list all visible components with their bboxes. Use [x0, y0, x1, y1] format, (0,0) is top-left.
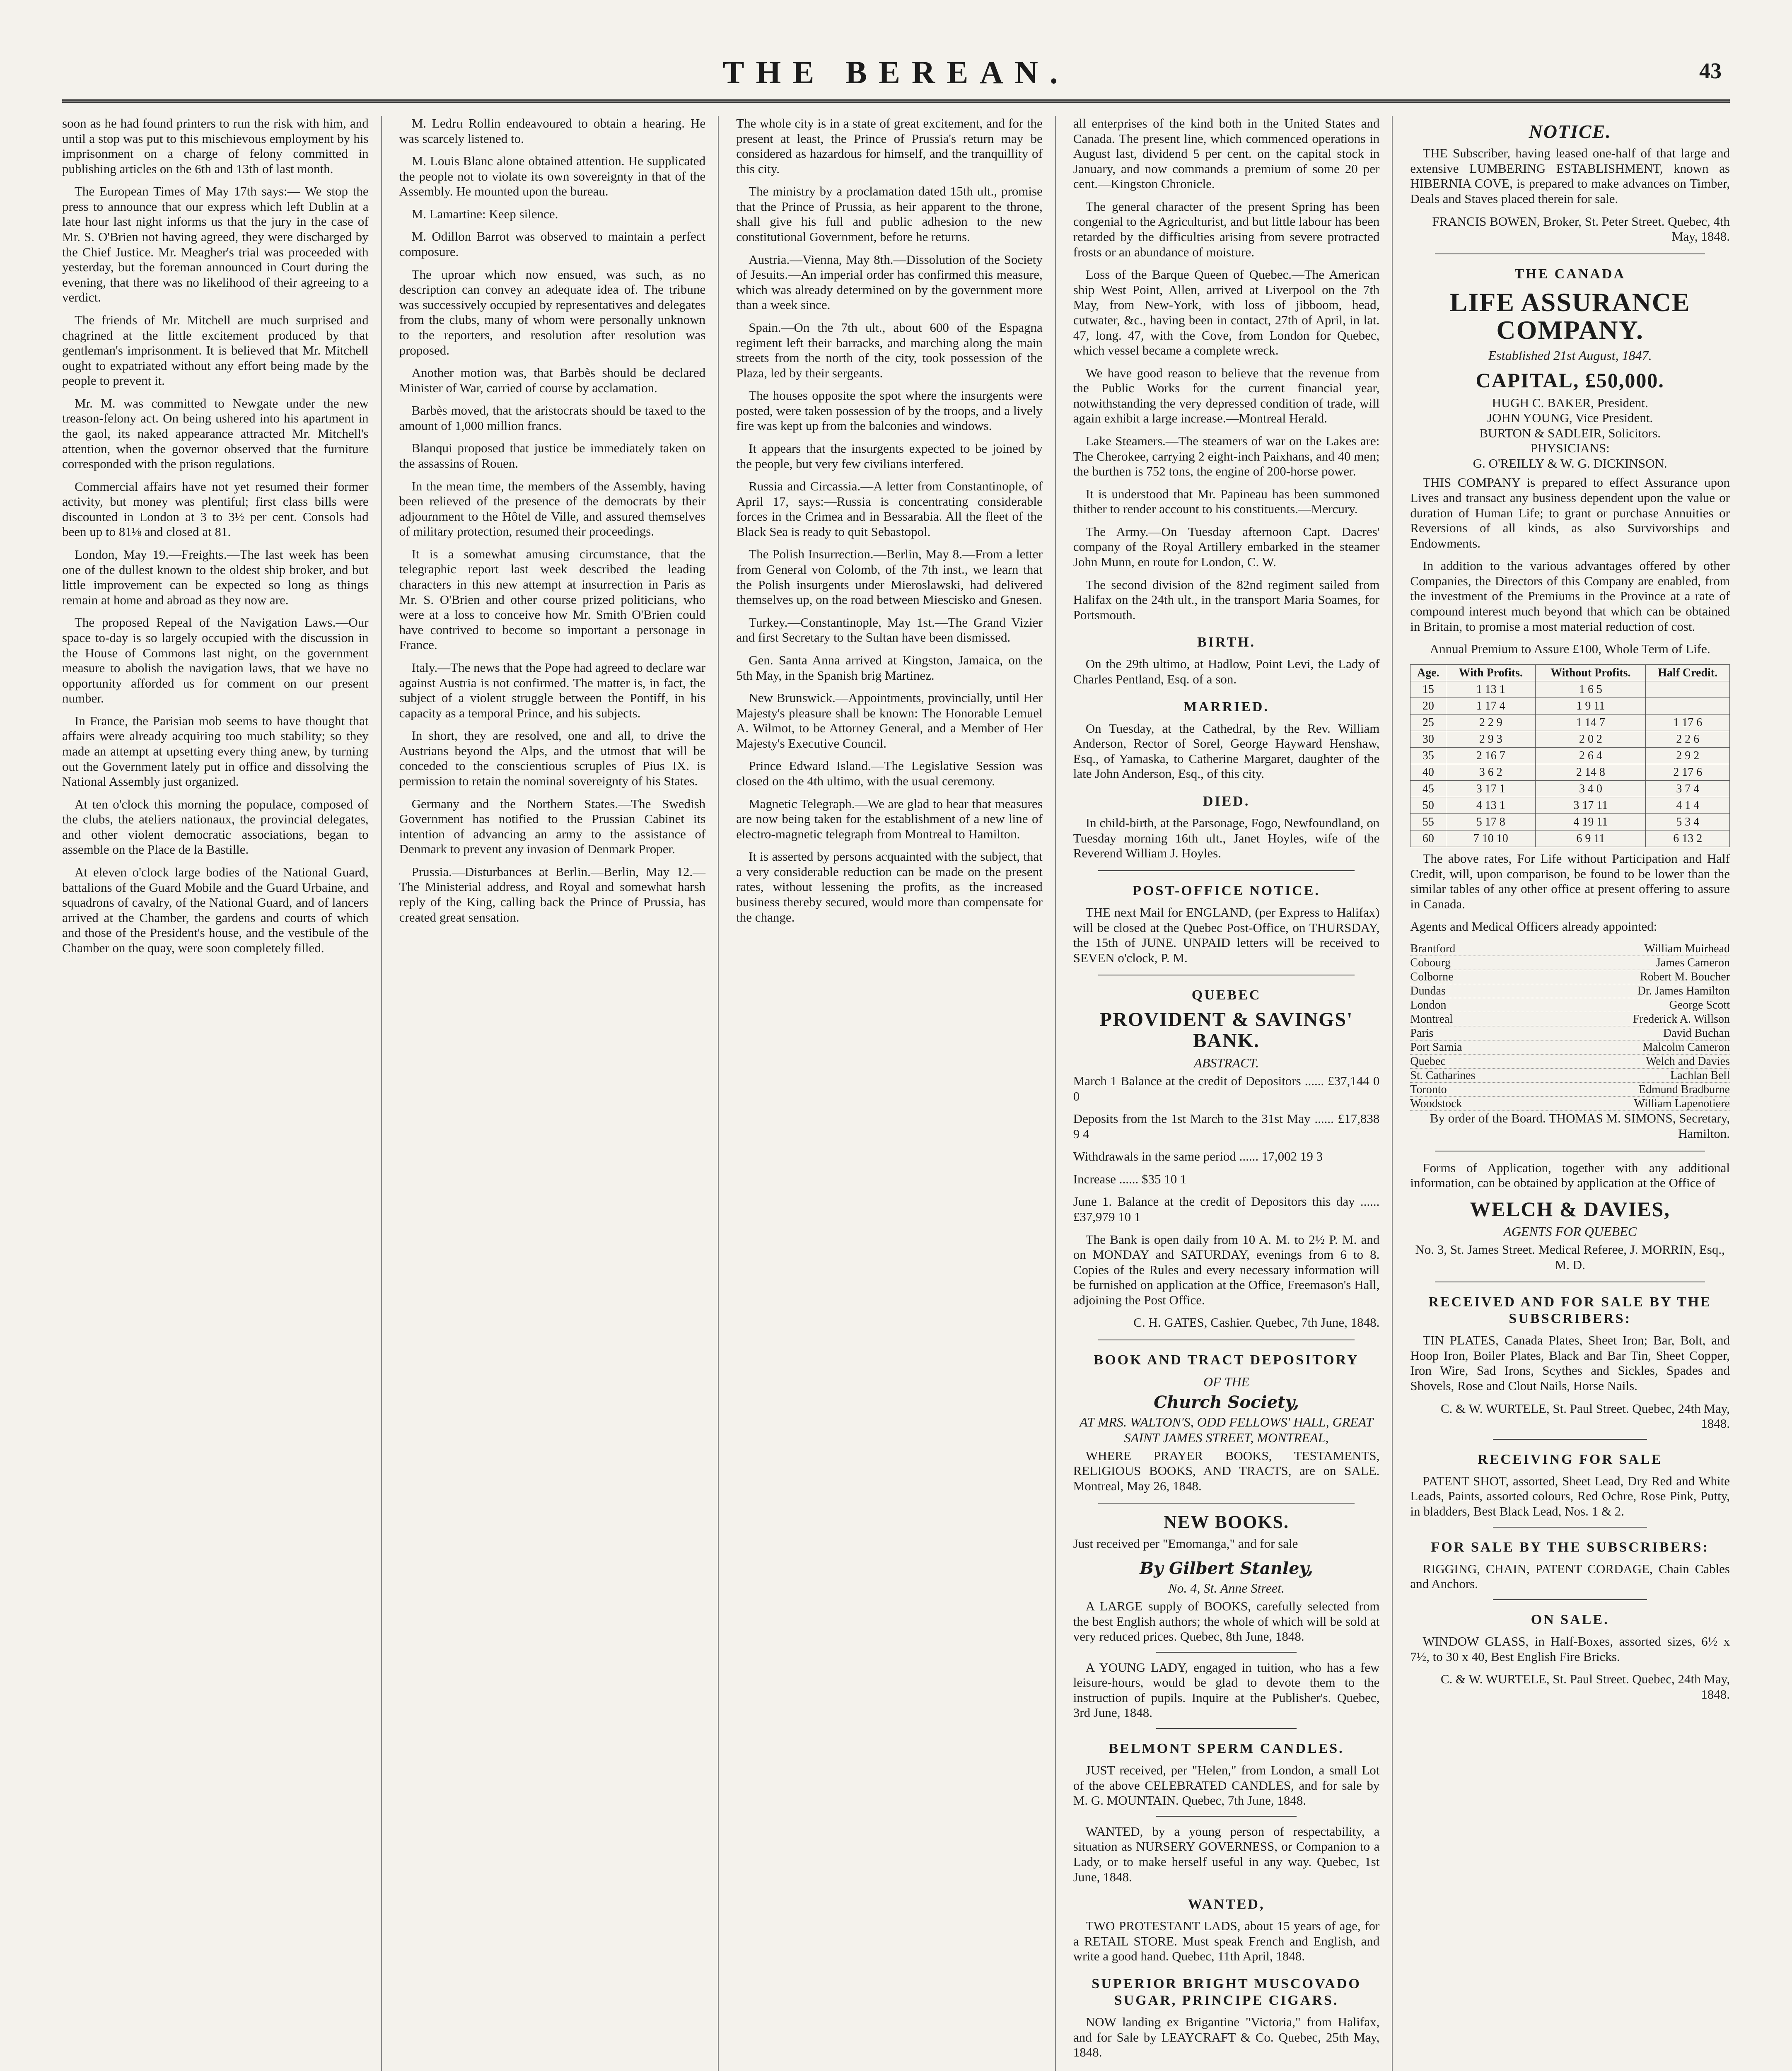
- table-cell: 2 2 6: [1646, 731, 1730, 747]
- agent-name: Welch and Davies: [1645, 1055, 1730, 1068]
- divider: [1493, 1527, 1647, 1528]
- agent-row: [1410, 1097, 1730, 1111]
- books-seller: By Gilbert Stanley,: [1140, 1559, 1313, 1579]
- bank-line: Deposits from the 1st March to the 31st May ...... £17,838 9 4: [1073, 1111, 1380, 1141]
- cordage-heading: FOR SALE BY THE SUBSCRIBERS:: [1431, 1539, 1709, 1555]
- article-paragraph: The Army.—On Tuesday afternoon Capt. Dacres' company of the Royal Artillery embarked in the steamer John Munn, en route for London, C. W.: [1073, 524, 1380, 570]
- table-header: Age.: [1410, 664, 1446, 681]
- table-row: [1410, 681, 1730, 698]
- agent-name: William Muirhead: [1644, 942, 1730, 955]
- cigars-heading: SUPERIOR BRIGHT MUSCOVADO SUGAR, PRINCIPE CIGARS.: [1092, 1976, 1361, 2008]
- article-paragraph: The ministry by a proclamation dated 15th ult., promise that the Prince of Prussia, as heir apparent to the throne, shall give his full and public adhesion to the new constitutional Government, before he returns.: [736, 184, 1043, 244]
- agent-name: David Buchan: [1663, 1027, 1730, 1040]
- table-header: Without Profits.: [1536, 664, 1646, 681]
- table-note: The above rates, For Life without Participation and Half Credit, will, upon comparison, be found to be lower than the similar tables of any other office at present offering to assure in Canada.: [1410, 851, 1730, 911]
- article-paragraph: The houses opposite the spot where the insurgents were posted, were taken possession of by the troops, and a lively fire was kept up from the balconies and windows.: [736, 388, 1043, 433]
- table-cell: 1 17 4: [1446, 698, 1536, 714]
- premium-table: [1410, 664, 1730, 847]
- article-paragraph: The proposed Repeal of the Navigation Laws.—Our space to-day is so largely occupied with the discussion in the House of Commons last night, on the government measure to abolish the navigation laws, that we have no opportunity afforded us for comment on our present number.: [62, 615, 369, 706]
- table-cell: 7 10 10: [1446, 830, 1536, 847]
- table-cell: 3 17 1: [1446, 780, 1536, 797]
- books-text: A LARGE supply of BOOKS, carefully selected from the best English authors; the whole of which will be sold at very reduced prices. Quebec, 8th June, 1848.: [1073, 1599, 1380, 1644]
- article-paragraph: M. Lamartine: Keep silence.: [411, 206, 558, 221]
- table-cell: 30: [1410, 731, 1446, 747]
- depository-heading: BOOK AND TRACT DEPOSITORY: [1094, 1352, 1359, 1368]
- receiving-heading: RECEIVING FOR SALE: [1478, 1451, 1663, 1467]
- agent-town: Toronto: [1410, 1083, 1447, 1096]
- page-number: 43: [1699, 58, 1722, 83]
- article-paragraph: all enterprises of the kind both in the United States and Canada. The present line, which commenced operations in August last, dividend 5 per cent. on the capital stock in January, and now commands a premium of some 20 per cent.—Kingston Chronicle.: [1073, 116, 1380, 191]
- notice-body: THE Subscriber, having leased one-half of that large and extensive LUMBERING ESTABLISHMENT, known as HIBERNIA COVE, is prepared to make advances on Timber, Deals and Staves placed therein for sale.: [1410, 146, 1730, 206]
- article-paragraph: Mr. M. was committed to Newgate under the new treason-felony act. On being ushered into his apartment in the gaol, its naked appearance attracted Mr. Mitchell's attention, when the governor observed that the furniture corresponded with the prison regulations.: [62, 396, 369, 471]
- article-paragraph: It is understood that Mr. Papineau has been summoned thither to render account to his constituents.—Mercury.: [1073, 486, 1380, 517]
- table-cell: 2 9 2: [1646, 747, 1730, 764]
- table-cell: 5 17 8: [1446, 814, 1536, 830]
- article-paragraph: At ten o'clock this morning the populace, composed of the clubs, the ateliers nationaux, the provincial delegates, and other violent democratic associations, began to assemble on the Place de la Bastille.: [62, 797, 369, 857]
- notice-signature: FRANCIS BOWEN, Broker, St. Peter Street. Quebec, 4th May, 1848.: [1432, 214, 1730, 244]
- table-cell: 1 17 6: [1646, 714, 1730, 731]
- article-paragraph: The friends of Mr. Mitchell are much surprised and chagrined at the little excitement produced by that gentleman's imprisonment. It is believed that Mr. Mitchell ought to expatriated without any effort being made by the people to prevent it.: [62, 312, 369, 388]
- table-cell: [1646, 698, 1730, 714]
- table-cell: 4 13 1: [1446, 797, 1536, 814]
- article-paragraph: Germany and the Northern States.—The Swedish Government has notified to the Prussian Cabinet its intention of advancing an army to the assistance of Denmark to prevent any invasion of Denmark Proper.: [399, 796, 706, 857]
- divider: [1098, 870, 1355, 871]
- table-cell: 3 6 2: [1446, 764, 1536, 780]
- agent-name: Malcolm Cameron: [1642, 1041, 1730, 1054]
- agent-name: James Cameron: [1656, 956, 1730, 970]
- bank-line: June 1. Balance at the credit of Depositors this day ...... £37,979 10 1: [1073, 1194, 1380, 1224]
- table-header: With Profits.: [1446, 664, 1536, 681]
- article-paragraph: Prussia.—Disturbances at Berlin.—Berlin, May 12.—The Ministerial address, and Royal and somewhat harsh reply of the King, calling back the Prince of Prussia, has created great sensation.: [399, 864, 706, 924]
- article-paragraph: At eleven o'clock large bodies of the National Guard, battalions of the Guard Mobile and the Guard Urbaine, and squadrons of cavalry, of the National Guard, and of lancers arrived at the Chamber, the gardens and courts of which and those of the President's house, and the vestibule of the Chamber on the quay, were soon completely filled.: [62, 865, 369, 955]
- article-paragraph: M. Louis Blanc alone obtained attention. He supplicated the people not to violate its own sovereignty in that of the Assembly. He mounted upon the bureau.: [399, 154, 706, 199]
- article-paragraph: Barbès moved, that the aristocrats should be taxed to the amount of 1,000 million francs.: [399, 403, 706, 433]
- sale-items: WINDOW GLASS, in Half-Boxes, assorted sizes, 6½ x 7½, to 30 x 40, Best English Fire Bricks.: [1410, 1634, 1730, 1664]
- article-paragraph: M. Odillon Barrot was observed to maintain a perfect composure.: [399, 229, 706, 259]
- capital-line: CAPITAL, £50,000.: [1476, 369, 1664, 392]
- welch-address: No. 3, St. James Street. Medical Referee, J. MORRIN, Esq., M. D.: [1415, 1242, 1725, 1272]
- married-heading: MARRIED.: [1183, 699, 1269, 714]
- article-paragraph: soon as he had found printers to run the risk with him, and until a stop was put to this mischievous employment by his imprisonment on a charge of felony committed in publishing articles on the 6th and 13th of last month.: [62, 116, 369, 176]
- table-cell: 2 16 7: [1446, 747, 1536, 764]
- bank-heading: QUEBEC: [1191, 987, 1261, 1003]
- agent-town: Colborne: [1410, 970, 1454, 984]
- article-paragraph: M. Ledru Rollin endeavoured to obtain a hearing. He was scarcely listened to.: [399, 116, 706, 146]
- bank-line: Increase ...... $35 10 1: [1073, 1171, 1187, 1186]
- agent-town: Port Sarnia: [1410, 1041, 1462, 1054]
- wanted-governess-ad: WANTED, by a young person of respectability, a situation as NURSERY GOVERNESS, or Companion to a Lady, or to make herself useful in any way. Quebec, 1st June, 1848.: [1073, 1824, 1380, 1884]
- table-row: [1410, 830, 1730, 847]
- books-address: No. 4, St. Anne Street.: [1168, 1581, 1285, 1596]
- article-paragraph: Commercial affairs have not yet resumed their former activity, but money was plentiful; first class bills were discounted in London at 3 to 3½ per cent. Consols had been up to 81⅛ and closed at 81.: [62, 479, 369, 539]
- books-intro: Just received per "Emomanga," and for sale: [1073, 1536, 1298, 1551]
- agent-name: William Lapenotiere: [1634, 1097, 1730, 1110]
- article-paragraph: Gen. Santa Anna arrived at Kingston, Jamaica, on the 5th May, in the Spanish brig Martinez.: [736, 652, 1043, 683]
- masthead-title: THE BEREAN.: [722, 54, 1070, 90]
- article-paragraph: Another motion was, that Barbès should be declared Minister of War, carried of course by acclamation.: [399, 365, 706, 395]
- agent-row: [1410, 984, 1730, 998]
- column-4: [1073, 116, 1393, 2071]
- article-paragraph: Prince Edward Island.—The Legislative Session was closed on the 4th ultimo, with the usual ceremony.: [736, 758, 1043, 788]
- agent-row: [1410, 1026, 1730, 1040]
- depository-sub: OF THE: [1203, 1374, 1250, 1390]
- cordage-items: RIGGING, CHAIN, PATENT CORDAGE, Chain Cables and Anchors.: [1410, 1561, 1730, 1591]
- divider: [1156, 1816, 1297, 1817]
- agent-row: [1410, 970, 1730, 984]
- wanted-lads-ad: TWO PROTESTANT LADS, about 15 years of age, for a RETAIL STORE. Must speak French and English, and write a good hand. Quebec, 11th April, 1848.: [1073, 1919, 1380, 1964]
- agent-row: [1410, 1069, 1730, 1083]
- table-row: [1410, 714, 1730, 731]
- bank-line: March 1 Balance at the credit of Depositors ...... £37,144 0 0: [1073, 1073, 1380, 1103]
- life-heading: THE CANADA: [1514, 266, 1625, 282]
- article-paragraph: It is asserted by persons acquainted with the subject, that a very considerable reduction can be made on the present rates, without lessening the profits, as the increased business thereby secured, would more than compensate for the change.: [736, 849, 1043, 924]
- officers: [1410, 396, 1730, 471]
- life-established: Established 21st August, 1847.: [1488, 348, 1652, 363]
- column-3: [736, 116, 1056, 2071]
- table-cell: 5 3 4: [1646, 814, 1730, 830]
- column-2: [399, 116, 719, 2071]
- table-row: [1410, 731, 1730, 747]
- died-notice: In child-birth, at the Parsonage, Fogo, Newfoundland, on Tuesday morning 16th ult., Janet Hoyles, wife of the Reverend William J. Hoyles.: [1073, 816, 1380, 861]
- agent-town: Montreal: [1410, 1013, 1453, 1026]
- article-paragraph: New Brunswick.—Appointments, provincially, until Her Majesty's pleasure shall be known: The Honorable Lemuel A. Wilmot, to be Attorney General, and a Member of Her Majesty's Executive Council.: [736, 690, 1043, 751]
- article-paragraph: Turkey.—Constantinople, May 1st.—The Grand Vizier and first Secretary to the Sultan have been dismissed.: [736, 615, 1043, 645]
- table-row: [1410, 814, 1730, 830]
- bank-signature: C. H. GATES, Cashier. Quebec, 7th June, 1848.: [1133, 1315, 1380, 1330]
- physicians-label: PHYSICIANS:: [1530, 441, 1610, 456]
- sale-heading: ON SALE.: [1531, 1612, 1609, 1627]
- article-paragraph: The uproar which now ensued, was such, as no description can convey an adequate idea of. The tribune was successively occupied by representatives and delegates from the clubs, many of whom were personally unknown to the reporters, and resolution after resolution was proposed.: [399, 267, 706, 357]
- table-row: [1410, 780, 1730, 797]
- table-cell: 35: [1410, 747, 1446, 764]
- physicians-names: G. O'REILLY & W. G. DICKINSON.: [1473, 456, 1667, 471]
- table-cell: 3 17 11: [1536, 797, 1646, 814]
- table-cell: 4 1 4: [1646, 797, 1730, 814]
- article-paragraph: The general character of the present Spring has been congenial to the Agriculturist, and but little labour has been retarded by the difficulties arising from severe protracted frosts or an abundance of moisture.: [1073, 199, 1380, 259]
- birth-notice: On the 29th ultimo, at Hadlow, Point Levi, the Lady of Charles Pentland, Esq. of a son.: [1073, 657, 1380, 687]
- agent-name: Dr. James Hamilton: [1637, 985, 1730, 998]
- agent-list: [1410, 942, 1730, 1111]
- article-paragraph: Spain.—On the 7th ult., about 600 of the Espagna regiment left their barracks, and marching along the main streets from the north of the city, took possession of the Plaza, led by their sergeants.: [736, 320, 1043, 380]
- divider: [1493, 1599, 1647, 1600]
- agent-row: [1410, 1055, 1730, 1069]
- table-cell: 3 4 0: [1536, 780, 1646, 797]
- table-cell: 6 9 11: [1536, 830, 1646, 847]
- agents-label: Agents and Medical Officers already appointed:: [1410, 919, 1657, 934]
- divider: [1098, 1503, 1355, 1504]
- died-heading: DIED.: [1203, 794, 1250, 809]
- article-paragraph: The European Times of May 17th says:— We stop the press to announce that our express which left Dublin at a late hour last night informs us that the jury in the case of Mr. S. O'Brien not having agreed, they were discharged by the Chief Justice. Mr. Meagher's trial was proceeded with yesterday, but the foreman announced in Court during the evening, that there was no likelihood of their agreeing to a verdict.: [62, 184, 369, 305]
- table-cell: 2 2 9: [1446, 714, 1536, 731]
- notice-heading: NOTICE.: [1529, 121, 1611, 142]
- bank-note: The Bank is open daily from 10 A. M. to 2½ P. M. and on MONDAY and SATURDAY, evenings from 6 to 8. Copies of the Rules and every necessary information will be furnished on application at the Office, Freemason's Hall, adjoining the Post Office.: [1073, 1232, 1380, 1307]
- agent-name: George Scott: [1669, 999, 1730, 1012]
- table-cell: [1646, 681, 1730, 698]
- post-office-notice: THE next Mail for ENGLAND, (per Express to Halifax) will be closed at the Quebec Post-Office, on THURSDAY, the 15th of JUNE. UNPAID letters will be received to SEVEN o'clock, P. M.: [1073, 905, 1380, 965]
- table-cell: 45: [1410, 780, 1446, 797]
- table-cell: 40: [1410, 764, 1446, 780]
- table-cell: 2 14 8: [1536, 764, 1646, 780]
- table-cell: 25: [1410, 714, 1446, 731]
- received-items: TIN PLATES, Canada Plates, Sheet Iron; Bar, Bolt, and Hoop Iron, Boiler Plates, Black and Bar Tin, Sheet Copper, Iron Wire, Sad Irons, Scythes and Sickles, Spades and Shovels, Rose and Clout Nails, Horse Nails.: [1410, 1333, 1730, 1393]
- masthead: [62, 46, 1730, 103]
- divider: [1156, 1652, 1297, 1653]
- article-paragraph: Lake Steamers.—The steamers of war on the Lakes are: The Cherokee, carrying 2 eight-inch Paixhans, and 40 men; the burthen is 752 tons, the engine of 200-horse power.: [1073, 433, 1380, 479]
- birth-heading: BIRTH.: [1197, 635, 1256, 650]
- article-paragraph: The Polish Insurrection.—Berlin, May 8.—From a letter from General von Colomb, of the 7th inst., we learn that the Polish insurgents under Mieroslawski, had delivered themselves up, on the road between Miescisko and Gnesen.: [736, 547, 1043, 607]
- table-row: [1410, 698, 1730, 714]
- agent-town: Paris: [1410, 1027, 1434, 1040]
- article-paragraph: Austria.—Vienna, May 8th.—Dissolution of the Society of Jesuits.—An imperial order has confirmed this measure, which was already determined on by the government more than a week since.: [736, 252, 1043, 312]
- article-paragraph: The whole city is in a state of great excitement, and for the present at least, the Prince of Prussia's return may be considered as hazardous for himself, and the tranquillity of this city.: [736, 116, 1043, 176]
- table-row: [1410, 797, 1730, 814]
- agent-name: Lachlan Bell: [1670, 1069, 1730, 1082]
- table-cell: 6 13 2: [1646, 830, 1730, 847]
- received-signature: C. & W. WURTELE, St. Paul Street. Quebec, 24th May, 1848.: [1440, 1401, 1730, 1431]
- tuition-ad: A YOUNG LADY, engaged in tuition, who has a few leisure-hours, would be glad to devote them to the instruction of pupils. Inquire at the Publisher's. Quebec, 3rd June, 1848.: [1073, 1660, 1380, 1720]
- table-row: [1410, 764, 1730, 780]
- agent-town: Woodstock: [1410, 1097, 1462, 1110]
- article-paragraph: The second division of the 82nd regiment sailed from Halifax on the 24th ult., in the transport Maria Soames, for Portsmouth.: [1073, 577, 1380, 622]
- agent-town: Quebec: [1410, 1055, 1446, 1068]
- new-books-heading: NEW BOOKS.: [1164, 1512, 1289, 1533]
- table-header: Half Credit.: [1646, 664, 1730, 681]
- cigars-ad: NOW landing ex Brigantine "Victoria," from Halifax, and for Sale by LEAYCRAFT & Co. Quebec, 25th May, 1848.: [1073, 2015, 1380, 2060]
- article-paragraph: It is a somewhat amusing circumstance, that the telegraphic report last week described the leading characters in this new attempt at insurrection in Paris as Mr. S. O'Brien and other course prized politicians, who were at a loss to conceive how Mr. Smith O'Brien could have contrived to become so important a personage in France.: [399, 546, 706, 652]
- agent-town: Cobourg: [1410, 956, 1451, 970]
- agent-town: London: [1410, 999, 1447, 1012]
- life-body: THIS COMPANY is prepared to effect Assurance upon Lives and transact any business dependent upon the value or duration of Human Life; to grant or purchase Annuities or Reversions of all kinds, as also Survivorships and Endowments.: [1410, 475, 1730, 550]
- article-paragraph: It appears that the insurgents expected to be joined by the people, but very few civilians interfered.: [736, 441, 1043, 471]
- married-notice: On Tuesday, at the Cathedral, by the Rev. William Anderson, Rector of Sorel, George Hayward Henshaw, Esq., of Yamaska, to Catherine Margaret, daughter of the late John Anderson, Esq., of this city.: [1073, 721, 1380, 781]
- article-paragraph: London, May 19.—Freights.—The last week has been one of the dullest known to the oldest ship broker, and but little improvement can be expected so long as things remain at home and abroad as they now are.: [62, 547, 369, 607]
- table-cell: 2 6 4: [1536, 747, 1646, 764]
- agent-name: Edmund Bradburne: [1638, 1083, 1730, 1096]
- life-body-2: In addition to the various advantages offered by other Companies, the Directors of this Company are enabled, from the investment of the Premiums in the Province at a rate of compound interest much beyond that which can be obtained in Britain, to promise a most material reduction of cost.: [1410, 558, 1730, 634]
- table-cell: 2 9 3: [1446, 731, 1536, 747]
- post-office-heading: POST-OFFICE NOTICE.: [1133, 883, 1320, 898]
- table-row: [1410, 747, 1730, 764]
- agent-row: [1410, 942, 1730, 956]
- receiving-items: PATENT SHOT, assorted, Sheet Lead, Dry Red and White Leads, Paints, assorted colours, Red Ochre, Rose Pink, Putty, in bladders, Best Black Lead, Nos. 1 & 2.: [1410, 1473, 1730, 1519]
- agent-row: [1410, 1040, 1730, 1055]
- table-cell: 2 0 2: [1536, 731, 1646, 747]
- article-paragraph: In the mean time, the members of the Assembly, having been relieved of the presence of the democrats by their adjournment to the Hôtel de Ville, and assured themselves of military protection, resumed their proceedings.: [399, 478, 706, 539]
- table-cell: 60: [1410, 830, 1446, 847]
- bank-abstract: ABSTRACT.: [1194, 1055, 1259, 1071]
- board-signature: By order of the Board. THOMAS M. SIMONS, Secretary, Hamilton.: [1430, 1111, 1730, 1141]
- table-cell: 1 9 11: [1536, 698, 1646, 714]
- column-1: [62, 116, 382, 2071]
- table-cell: 1 13 1: [1446, 681, 1536, 698]
- officer-line: HUGH C. BAKER, President.: [1492, 395, 1648, 410]
- welch-sub: AGENTS FOR QUEBEC: [1503, 1224, 1637, 1239]
- wanted-heading: WANTED,: [1188, 1897, 1265, 1912]
- table-cell: 15: [1410, 681, 1446, 698]
- welch-heading: WELCH & DAVIES,: [1470, 1197, 1670, 1221]
- article-paragraph: In short, they are resolved, one and all, to drive the Austrians beyond the Alps, and the utmost that will be conceded to the conscientious scruples of Pius IX. is permission to retain the nominal sovereignty of his States.: [399, 728, 706, 788]
- columns: [62, 116, 1730, 2071]
- sale-signature: C. & W. WURTELE, St. Paul Street. Quebec, 24th May, 1848.: [1440, 1672, 1730, 1702]
- bank-title: PROVIDENT & SAVINGS' BANK.: [1099, 1009, 1353, 1052]
- article-paragraph: Magnetic Telegraph.—We are glad to hear that measures are now being taken for the establishment of a new line of electro-magnetic telegraph from Montreal to Hamilton.: [736, 796, 1043, 841]
- officer-line: BURTON & SADLEIR, Solicitors.: [1479, 425, 1661, 440]
- candles-heading: BELMONT SPERM CANDLES.: [1109, 1741, 1344, 1757]
- forms-note: Forms of Application, together with any additional information, can be obtained by application at the Office of: [1410, 1160, 1730, 1190]
- received-heading: RECEIVED AND FOR SALE BY THE SUBSCRIBERS:: [1428, 1294, 1712, 1327]
- agent-row: [1410, 1083, 1730, 1097]
- agent-name: Frederick A. Willson: [1633, 1013, 1730, 1026]
- agent-row: [1410, 1012, 1730, 1026]
- agent-town: Dundas: [1410, 985, 1446, 998]
- bank-line: Withdrawals in the same period ...... 17,002 19 3: [1073, 1149, 1323, 1164]
- divider: [1156, 1728, 1297, 1729]
- agent-name: Robert M. Boucher: [1640, 970, 1730, 984]
- table-cell: 20: [1410, 698, 1446, 714]
- table-caption: Annual Premium to Assure £100, Whole Term of Life.: [1430, 642, 1710, 657]
- agent-row: [1410, 998, 1730, 1012]
- divider: [1493, 1439, 1647, 1440]
- article-paragraph: Loss of the Barque Queen of Quebec.—The American ship West Point, Allen, arrived at Liverpool on the 7th May, from New-York, with loss of jibboom, head, cutwater, &c., having been in contact, 27th of April, in lat. 47, long. 47, with the Cove, from London for Quebec, which vessel became a complete wreck.: [1073, 267, 1380, 358]
- article-paragraph: In France, the Parisian mob seems to have thought that affairs were already acquiring too much stability; so they made an attempt at upsetting every thing anew, by turning out the Government lately put in office and dissolving the National Assembly just organized.: [62, 713, 369, 789]
- article-paragraph: Blanqui proposed that justice be immediately taken on the assassins of Rouen.: [399, 441, 706, 471]
- table-cell: 1 14 7: [1536, 714, 1646, 731]
- depository-title: Church Society,: [1154, 1392, 1299, 1412]
- agent-town: Brantford: [1410, 942, 1456, 955]
- depository-address: AT MRS. WALTON'S, ODD FELLOWS' HALL, GREAT SAINT JAMES STREET, MONTREAL,: [1080, 1414, 1373, 1445]
- officer-line: JOHN YOUNG, Vice President.: [1487, 410, 1653, 425]
- table-cell: 2 17 6: [1646, 764, 1730, 780]
- agent-row: [1410, 956, 1730, 970]
- life-title: LIFE ASSURANCE COMPANY.: [1449, 287, 1691, 345]
- premium-table-body: [1410, 681, 1730, 847]
- agent-town: St. Catharines: [1410, 1069, 1476, 1082]
- divider: [1435, 253, 1705, 254]
- depository-body: WHERE PRAYER BOOKS, TESTAMENTS, RELIGIOUS BOOKS, AND TRACTS, are on SALE. Montreal, May 26, 1848.: [1073, 1448, 1380, 1493]
- table-cell: 4 19 11: [1536, 814, 1646, 830]
- article-paragraph: We have good reason to believe that the revenue from the Public Works for the current financial year, notwithstanding the very depressed condition of trade, will again exhibit a large increase.—Montreal Herald.: [1073, 365, 1380, 426]
- table-cell: 55: [1410, 814, 1446, 830]
- article-paragraph: Russia and Circassia.—A letter from Constantinople, of April 17, says:—Russia is concentrating considerable forces in the Crimea and in Bessarabia. All the fleet of the Black Sea is ready to quit Sebastopol.: [736, 479, 1043, 539]
- table-cell: 1 6 5: [1536, 681, 1646, 698]
- table-cell: 3 7 4: [1646, 780, 1730, 797]
- column-5: [1410, 116, 1730, 2071]
- candles-ad: JUST received, per "Helen," from London, a small Lot of the above CELEBRATED CANDLES, and for sale by M. G. MOUNTAIN. Quebec, 7th June, 1848.: [1073, 1763, 1380, 1808]
- article-paragraph: Italy.—The news that the Pope had agreed to declare war against Austria is not confirmed. The matter is, in fact, the subject of a violent struggle between the Pontiff, in his capacity as a temporal Prince, and his subjects.: [399, 660, 706, 720]
- table-cell: 50: [1410, 797, 1446, 814]
